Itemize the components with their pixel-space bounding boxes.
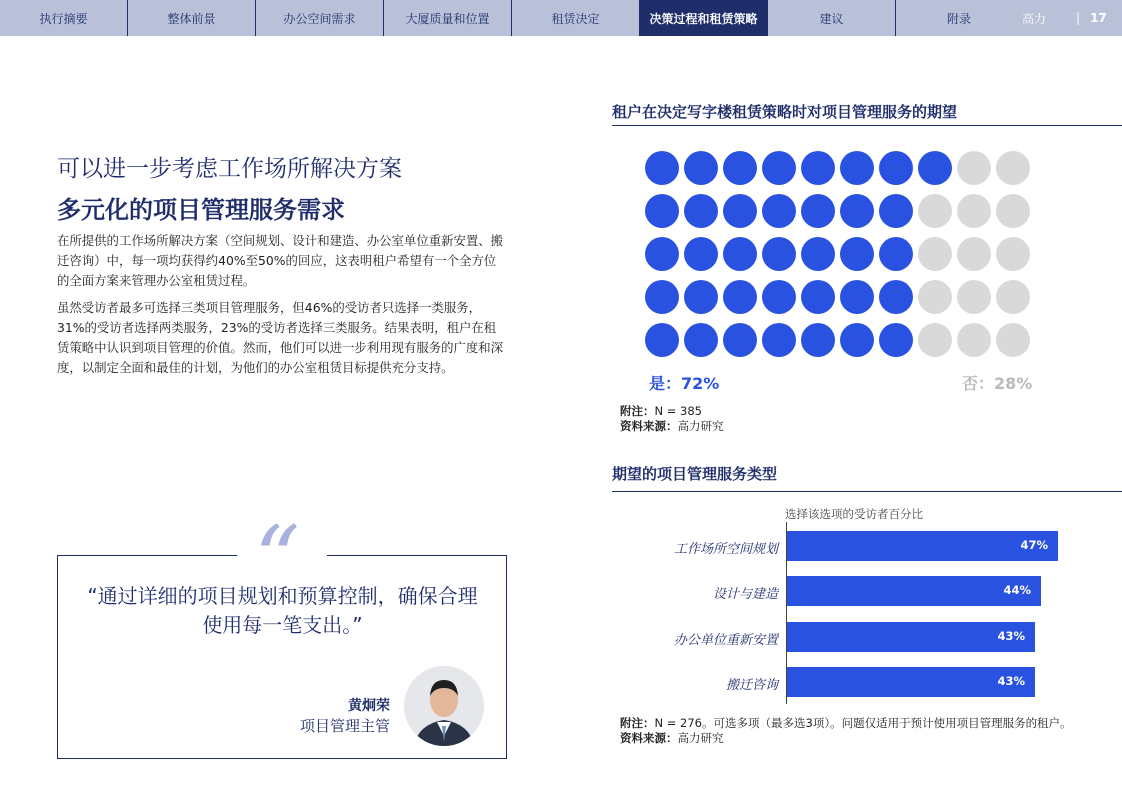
waffle-dot-yes [918,151,952,185]
waffle-dot-no [957,237,991,271]
waffle-dot-yes [879,280,913,314]
chart1-title: 租户在决定写字楼租赁策略时对项目管理服务的期望 [612,103,958,121]
waffle-dot-yes [762,323,796,357]
waffle-dot-yes [762,194,796,228]
bar-category-label: 办公单位重新安置 [673,633,778,648]
quote-text: “通过详细的项目规划和预算控制，确保合理使用每一笔支出。” [87,584,478,637]
waffle-dot-no [918,194,952,228]
chart2-title: 期望的项目管理服务类型 [612,465,778,483]
body-paragraph-1: 在所提供的工作场所解决方案（空间规划、设计和建造、办公室单位重新安置、搬迁咨询）中，每一项均获得约40%至50%的回应，这表明租户希望有一个全方位的全面方案来管理办公室租赁过程。 [57,233,504,288]
waffle-dot-yes [723,323,757,357]
waffle-dot-no [996,280,1030,314]
waffle-dot-no [957,194,991,228]
body-paragraph-2: 虽然受访者最多可选择三类项目管理服务，但46%的受访者只选择一类服务，31%的受访者选择两类服务，23%的受访者选择三类服务。结果表明，租户在租赁策略中认识到项目管理的价值。然而，他们可以进一步利用现有服务的广度和深度，以制定全面和最佳的计划，为他们的办公室租赁目标提供充分支持。 [57,300,504,375]
waffle-dot-yes [645,280,679,314]
waffle-dot-yes [879,237,913,271]
source-text: 高力研究 [677,731,724,745]
waffle-dot-yes [762,151,796,185]
waffle-dot-no [996,323,1030,357]
divider [612,491,1122,492]
waffle-dot-yes [879,151,913,185]
brand-area [1022,0,1107,36]
waffle-dot-yes [801,280,835,314]
waffle-dot-yes [801,237,835,271]
brand-name: 高力 [1022,11,1047,26]
bar-category-label: 设计与建造 [712,587,778,602]
note-text: N = 385 [654,404,702,418]
waffle-dot-no [918,323,952,357]
avatar [404,666,484,746]
waffle-dot-yes [840,280,874,314]
waffle-dot-yes [723,237,757,271]
bar-value-label: 43% [997,629,1025,643]
waffle-dot-yes [645,237,679,271]
waffle-dot-no [918,237,952,271]
tab-appendix[interactable]: 附录 [946,11,971,26]
bar-category-label: 搬迁咨询 [725,678,778,693]
section-subtitle: 可以进一步考虑工作场所解决方案 [57,156,402,182]
waffle-dot-no [957,323,991,357]
waffle-dot-yes [684,323,718,357]
chart2-note [620,716,1072,731]
waffle-dot-yes [762,280,796,314]
chart2-axis-label: 选择该选项的受访者百分比 [785,507,923,521]
source-label: 资料来源： [620,419,678,433]
waffle-dot-yes [645,194,679,228]
waffle-dot-yes [684,194,718,228]
waffle-dot-yes [879,194,913,228]
waffle-dot-yes [645,151,679,185]
note-label: 附注： [620,716,655,730]
waffle-dot-yes [723,151,757,185]
tab-leasing-decision[interactable]: 租赁决定 [512,0,640,36]
section-nav [0,0,1122,36]
waffle-dot-yes [684,280,718,314]
separator: | [1076,11,1081,25]
waffle-dot-yes [801,151,835,185]
bar-value-label: 44% [1003,583,1031,597]
legend-yes: 是：72% [649,374,720,393]
note-label: 附注： [620,404,655,418]
waffle-dot-yes [723,280,757,314]
chart1-note [620,404,702,419]
tab-recommendations[interactable]: 建议 [768,0,896,36]
tab-building-quality-location[interactable]: 大厦质量和位置 [384,0,512,36]
waffle-dot-yes [840,194,874,228]
waffle-dot-no [918,280,952,314]
note-text: N = 276。可选多项（最多选3项）。问题仅适用于预计使用项目管理服务的租户。 [654,716,1072,730]
source-text: 高力研究 [677,419,724,433]
legend-no: 否：28% [962,374,1033,393]
waffle-dot-no [996,237,1030,271]
waffle-dot-yes [801,323,835,357]
tab-office-space-demand[interactable]: 办公空间需求 [256,0,384,36]
chart1-source [620,419,724,434]
waffle-dot-yes [762,237,796,271]
waffle-dot-no [957,280,991,314]
quote-author-title: 项目管理主管 [299,717,390,735]
portrait-icon [404,666,484,746]
chart2-source [620,731,724,746]
waffle-dot-yes [879,323,913,357]
waffle-dot-yes [840,237,874,271]
waffle-dot-yes [684,151,718,185]
page-number: 17 [1090,11,1107,25]
tab-decision-process-strategy[interactable]: 决策过程和租赁策略 [640,0,768,36]
tab-executive-summary[interactable]: 执行摘要 [0,0,128,36]
waffle-dot-yes [723,194,757,228]
waffle-dot-no [996,194,1030,228]
waffle-dot-no [957,151,991,185]
quote-author-name: 黄炯荣 [348,698,390,714]
bar [787,667,1035,697]
bar-category-label: 工作场所空间规划 [673,542,778,557]
page-title: 多元化的项目管理服务需求 [57,196,345,224]
bar [787,622,1035,652]
bar [787,531,1058,561]
quote-mark-icon: “ [254,507,301,612]
waffle-dot-yes [840,323,874,357]
tab-overall-outlook[interactable]: 整体前景 [128,0,256,36]
divider [612,125,1122,126]
bar [787,576,1041,606]
waffle-dot-yes [684,237,718,271]
bar-value-label: 43% [997,674,1025,688]
waffle-dot-no [996,151,1030,185]
waffle-dot-yes [801,194,835,228]
waffle-dot-yes [645,323,679,357]
source-label: 资料来源： [620,731,678,745]
waffle-dot-yes [840,151,874,185]
bar-value-label: 47% [1020,538,1048,552]
